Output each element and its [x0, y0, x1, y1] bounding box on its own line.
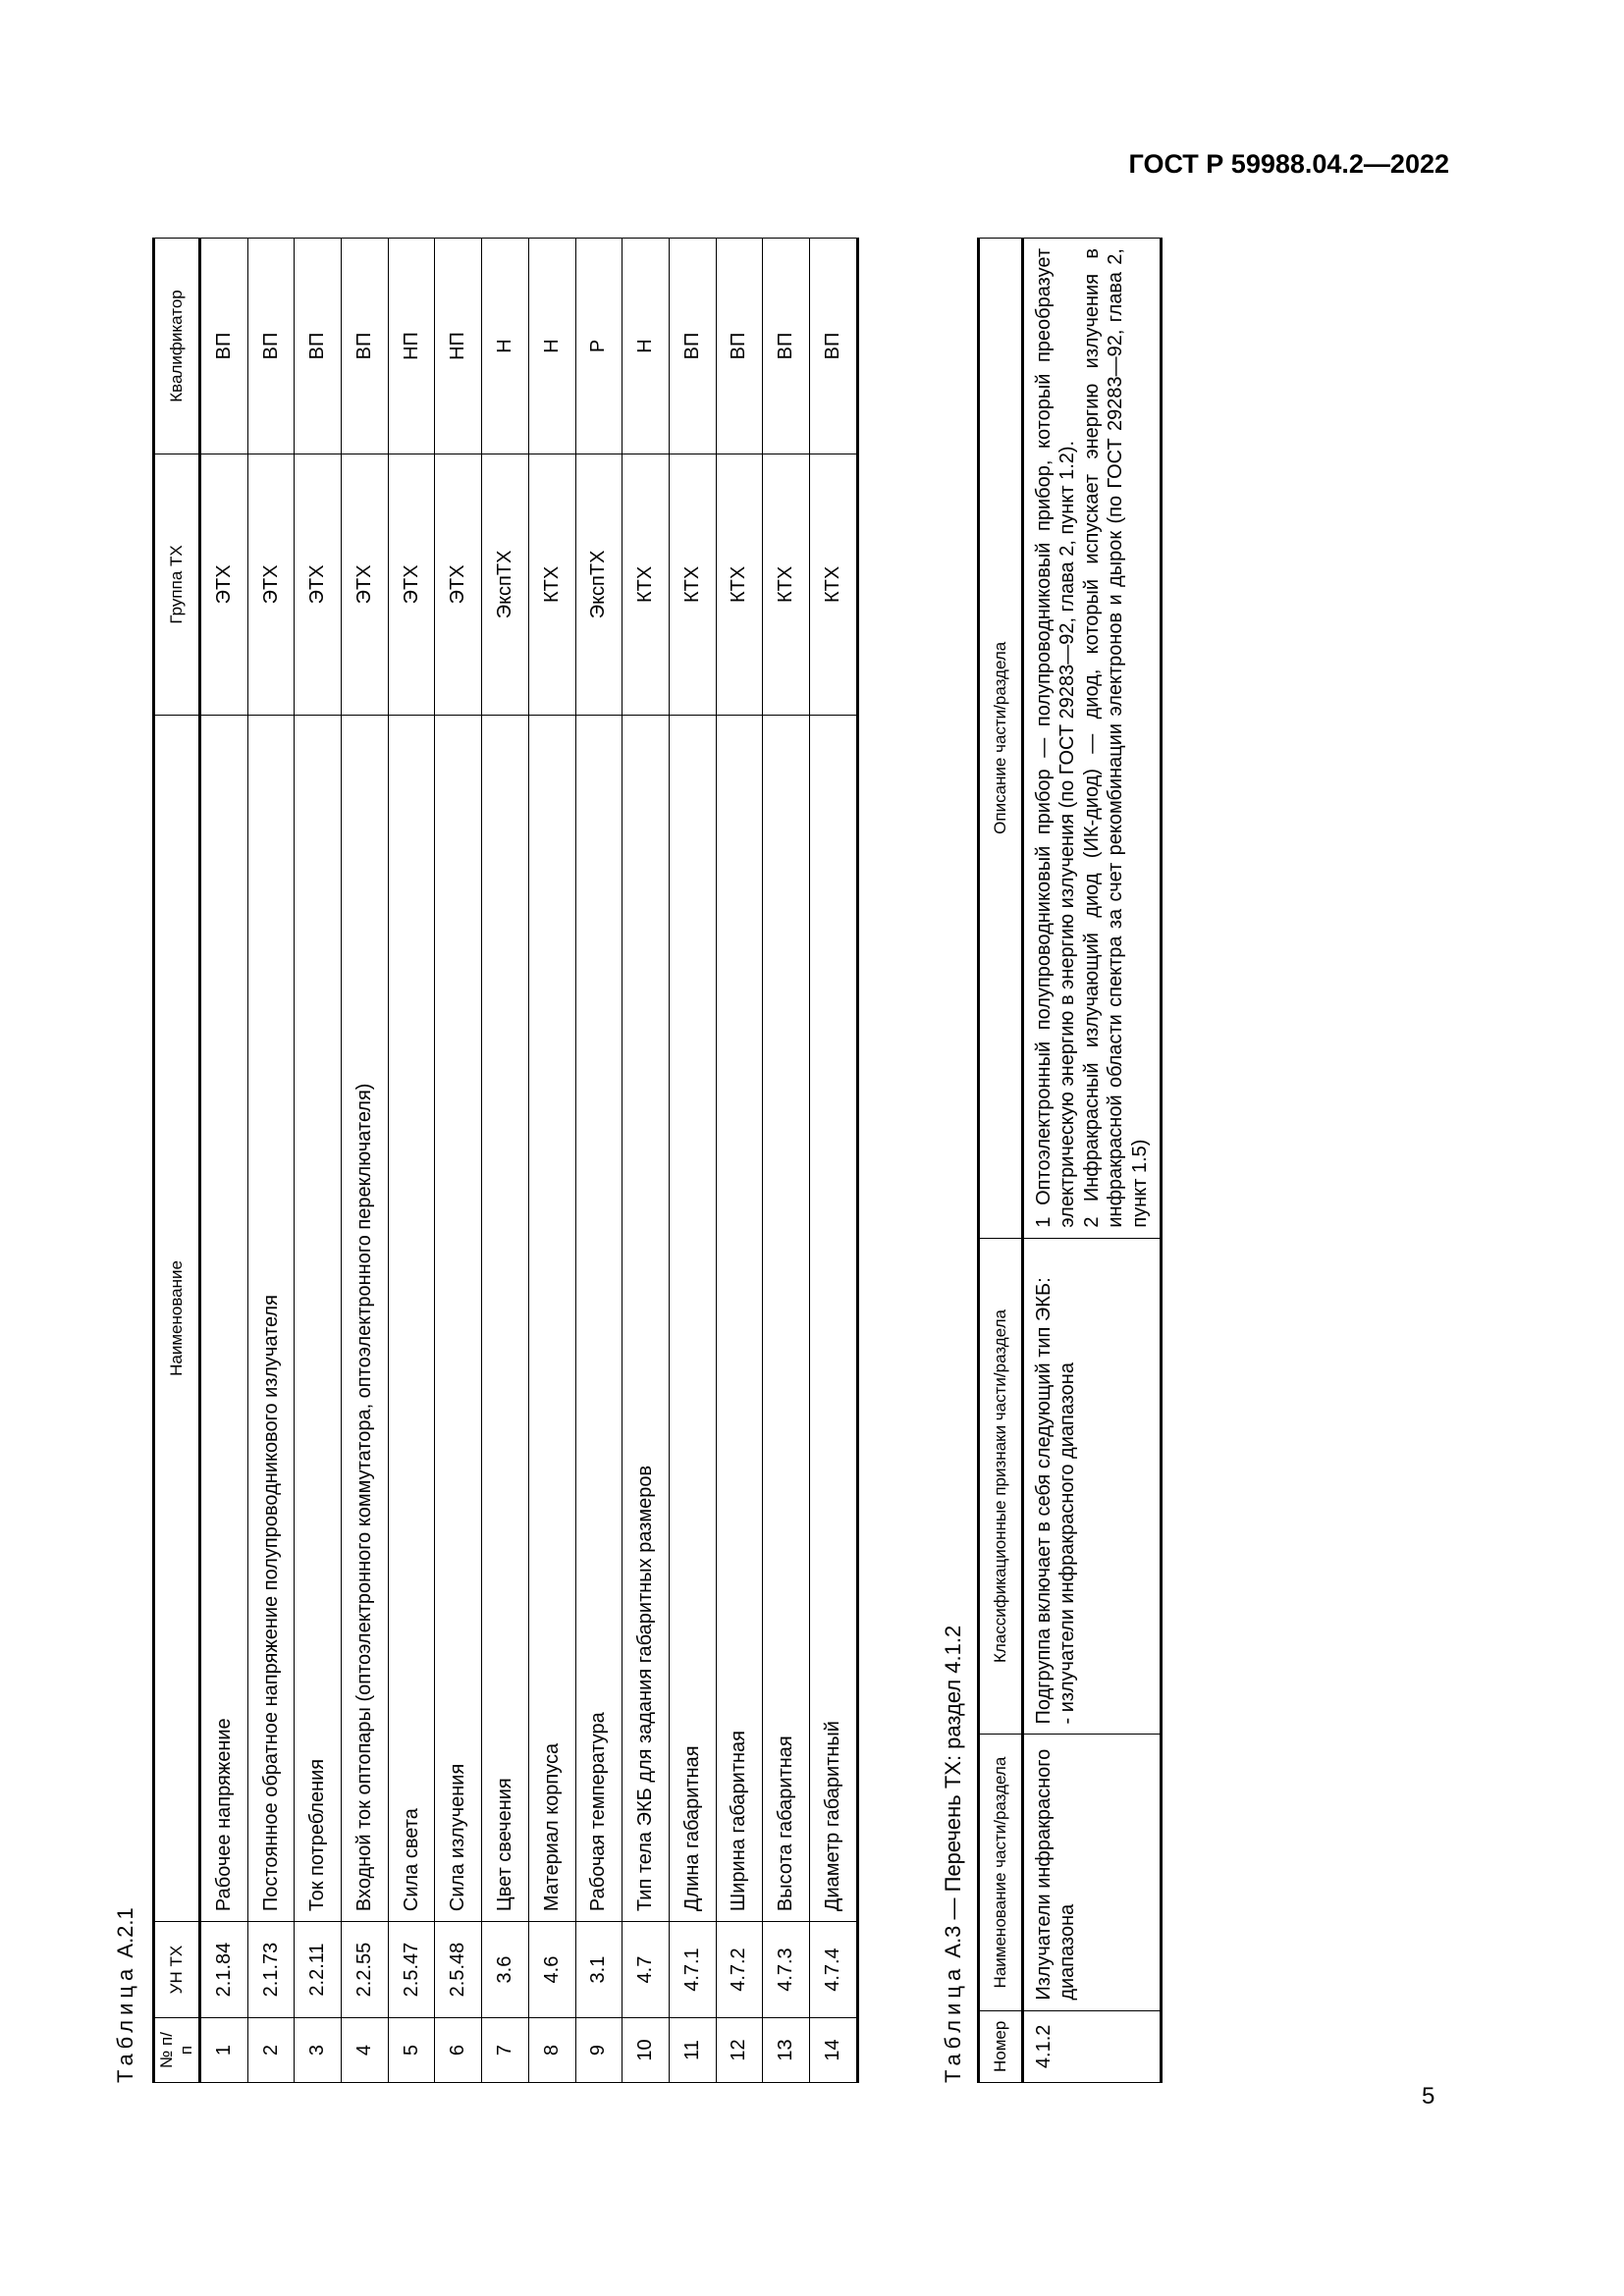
- cell-un-code: 2.2.11: [295, 1922, 342, 2018]
- cell-name: Излучатели инфракрасного диапазона: [1023, 1735, 1162, 2010]
- table-row: [295, 239, 342, 2083]
- table-row: [1023, 239, 1162, 2083]
- cell-name: Цвет свечения: [482, 715, 529, 1921]
- table-row: [247, 239, 295, 2083]
- cell-qualifier: ВП: [295, 239, 342, 454]
- cell-qualifier: ВП: [809, 239, 857, 454]
- cell-qualifier: Н: [482, 239, 529, 454]
- cell-un-code: 3.1: [575, 1922, 623, 2018]
- col-header: Номер: [979, 2010, 1023, 2082]
- table-row: [342, 239, 389, 2083]
- cell-un-code: 2.2.55: [342, 1922, 389, 2018]
- document-code: ГОСТ Р 59988.04.2—2022: [1128, 149, 1449, 179]
- table-row: [435, 239, 482, 2083]
- col-header: № п/п: [154, 2018, 200, 2083]
- cell-group: ЭкспТХ: [575, 454, 623, 715]
- cell-group: ЭТХ: [342, 454, 389, 715]
- cell-name: Сила излучения: [435, 715, 482, 1921]
- table-a3-caption: [941, 1626, 966, 2083]
- col-header: УН ТХ: [154, 1922, 200, 2018]
- cell-group: ЭТХ: [295, 454, 342, 715]
- col-header: Группа ТХ: [154, 454, 200, 715]
- table-row: [528, 239, 575, 2083]
- cell-name: Рабочее напряжение: [200, 715, 248, 1921]
- description-item: 2 Инфракрасный излучающий диод (ИК-диод) — диод, который испускает энергию излучения в инфракрасной области спектра за счет рекомбинации электронов и дырок (по ГОСТ 29283—92, глава 2, пункт 1.5): [1080, 248, 1151, 1228]
- cell-index: 4: [342, 2018, 389, 2083]
- cell-qualifier: НП: [435, 239, 482, 454]
- col-header: Описание части/раздела: [979, 239, 1023, 1239]
- cell-group: ЭТХ: [388, 454, 435, 715]
- cell-group: КТХ: [809, 454, 857, 715]
- cell-un-code: 3.6: [482, 1922, 529, 2018]
- caption-rest: А.3 — Перечень ТХ: раздел 4.1.2: [941, 1625, 965, 1958]
- cell-qualifier: ВП: [669, 239, 716, 454]
- table-row: [669, 239, 716, 2083]
- cell-name: Ширина габаритная: [716, 715, 763, 1921]
- cell-un-code: 2.1.84: [200, 1922, 248, 2018]
- cell-group: КТХ: [623, 454, 670, 715]
- cell-index: 6: [435, 2018, 482, 2083]
- cell-qualifier: ВП: [200, 239, 248, 454]
- cell-un-code: 4.7.4: [809, 1922, 857, 2018]
- cell-name: Постоянное обратное напряжение полупроводникового излучателя: [247, 715, 295, 1921]
- table-row: [388, 239, 435, 2083]
- table-header-row: [154, 239, 200, 2083]
- cell-qualifier: Р: [575, 239, 623, 454]
- cell-name: Материал корпуса: [528, 715, 575, 1921]
- table-row: [482, 239, 529, 2083]
- cell-group: ЭкспТХ: [482, 454, 529, 715]
- table-row: [623, 239, 670, 2083]
- cell-features: [1023, 1238, 1162, 1735]
- cell-name: Высота габаритная: [763, 715, 810, 1921]
- cell-un-code: 4.7: [623, 1922, 670, 2018]
- cell-index: 13: [763, 2018, 810, 2083]
- cell-index: 10: [623, 2018, 670, 2083]
- cell-un-code: 2.1.73: [247, 1922, 295, 2018]
- col-header: Классификационные признаки части/раздела: [979, 1238, 1023, 1735]
- cell-name: Диаметр габаритный: [809, 715, 857, 1921]
- page-number: 5: [1422, 2083, 1435, 2109]
- cell-un-code: 2.5.48: [435, 1922, 482, 2018]
- col-header: Квалификатор: [154, 239, 200, 454]
- cell-un-code: 4.7.2: [716, 1922, 763, 2018]
- cell-group: КТХ: [528, 454, 575, 715]
- cell-group: КТХ: [669, 454, 716, 715]
- table-a21: [152, 238, 859, 2083]
- cell-un-code: 4.6: [528, 1922, 575, 2018]
- table-row: [716, 239, 763, 2083]
- table-row: [763, 239, 810, 2083]
- cell-qualifier: ВП: [716, 239, 763, 454]
- cell-index: 5: [388, 2018, 435, 2083]
- cell-index: 9: [575, 2018, 623, 2083]
- cell-name: Рабочая температура: [575, 715, 623, 1921]
- caption-word: Таблица: [113, 1963, 137, 2083]
- cell-index: 8: [528, 2018, 575, 2083]
- cell-index: 11: [669, 2018, 716, 2083]
- features-line: Подгруппа включает в себя следующий тип ЭКБ:: [1033, 1277, 1055, 1725]
- cell-index: 2: [247, 2018, 295, 2083]
- cell-qualifier: Н: [528, 239, 575, 454]
- cell-name: Длина габаритная: [669, 715, 716, 1921]
- cell-group: ЭТХ: [247, 454, 295, 715]
- cell-un-code: 2.5.47: [388, 1922, 435, 2018]
- cell-name: Ток потребления: [295, 715, 342, 1921]
- cell-group: КТХ: [716, 454, 763, 715]
- features-line: - излучатели инфракрасного диапазона: [1056, 1362, 1079, 1725]
- cell-qualifier: НП: [388, 239, 435, 454]
- cell-un-code: 4.7.1: [669, 1922, 716, 2018]
- caption-word: Таблица: [941, 1963, 965, 2083]
- description-item: 1 Оптоэлектронный полупроводниковый прибор — полупроводниковый прибор, который преобразует электрическую энергию в энергию излучения (по ГОСТ 29283—92, глава 2, пункт 1.2).: [1033, 248, 1079, 1228]
- table-header-row: [979, 239, 1023, 2083]
- cell-un-code: 4.7.3: [763, 1922, 810, 2018]
- cell-index: 14: [809, 2018, 857, 2083]
- rotated-content: [113, 238, 1267, 2083]
- cell-name: Входной ток оптопары (оптоэлектронного коммутатора, оптоэлектронного переключателя): [342, 715, 389, 1921]
- table-row: [200, 239, 248, 2083]
- table-row: [575, 239, 623, 2083]
- caption-id: А.2.1: [113, 1907, 137, 1958]
- cell-index: 1: [200, 2018, 248, 2083]
- col-header: Наименование части/раздела: [979, 1735, 1023, 2010]
- cell-name: Тип тела ЭКБ для задания габаритных размеров: [623, 715, 670, 1921]
- cell-index: 7: [482, 2018, 529, 2083]
- cell-group: ЭТХ: [435, 454, 482, 715]
- col-header: Наименование: [154, 715, 200, 1921]
- cell-qualifier: ВП: [247, 239, 295, 454]
- cell-group: КТХ: [763, 454, 810, 715]
- cell-qualifier: ВП: [342, 239, 389, 454]
- table-a21-caption: [113, 1907, 138, 2083]
- cell-index: 12: [716, 2018, 763, 2083]
- cell-name: Сила света: [388, 715, 435, 1921]
- table-a3: [977, 238, 1163, 2083]
- cell-qualifier: Н: [623, 239, 670, 454]
- table-row: [809, 239, 857, 2083]
- cell-description: [1023, 239, 1162, 1239]
- cell-qualifier: ВП: [763, 239, 810, 454]
- cell-index: 3: [295, 2018, 342, 2083]
- cell-group: ЭТХ: [200, 454, 248, 715]
- cell-number: 4.1.2: [1023, 2010, 1162, 2082]
